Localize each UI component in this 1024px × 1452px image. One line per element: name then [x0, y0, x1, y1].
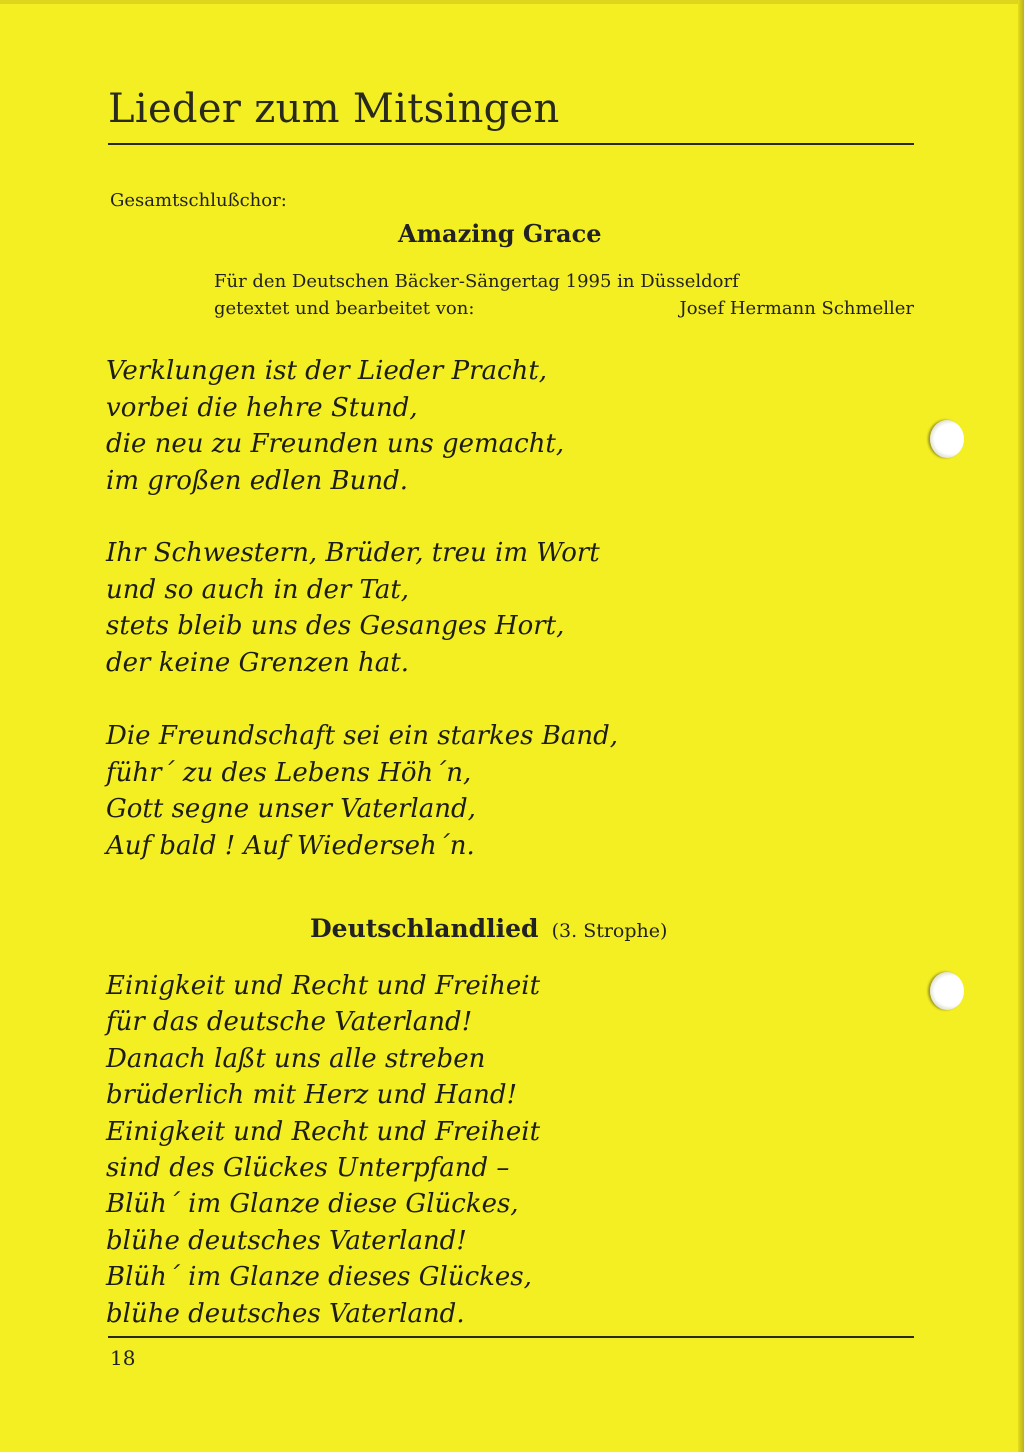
lyric-line: im großen edlen Bund.	[106, 465, 408, 496]
page-number: 18	[110, 1346, 136, 1370]
song-title-deutschlandlied: Deutschlandlied	[310, 914, 539, 943]
lyric-line: brüderlich mit Herz und Hand!	[106, 1080, 518, 1111]
lyric-line: Ihr Schwestern, Brüder, treu im Wort	[106, 538, 600, 568]
page-top-edge	[0, 0, 1024, 4]
stanza-deutschlandlied	[106, 968, 540, 1332]
lyric-line: für das deutsche Vaterland!	[106, 1007, 473, 1038]
credit-author: Josef Hermann Schmeller	[679, 298, 914, 319]
lyric-line: Einigkeit und Recht und Freiheit	[106, 1116, 541, 1147]
lyric-line: Blüh´ im Glanze diese Glückes,	[106, 1189, 519, 1220]
song-title-amazing-grace: Amazing Grace	[398, 219, 602, 248]
song-heading-deutschlandlied	[310, 914, 667, 943]
punch-hole-icon	[930, 972, 964, 1010]
lyric-line: Blüh´ im Glanze dieses Glückes,	[106, 1262, 532, 1293]
lyric-line: vorbei die hehre Stund,	[106, 392, 418, 423]
credit-label: getextet und bearbeitet von:	[214, 298, 475, 319]
lyric-line: der keine Grenzen hat.	[106, 647, 409, 678]
lyric-line: blühe deutsches Vaterland.	[106, 1298, 465, 1329]
lyric-line: Die Freundschaft sei ein starkes Band,	[106, 721, 619, 751]
lyric-line: Einigkeit und Recht und Freiheit	[106, 971, 541, 1001]
punch-hole-icon	[930, 420, 964, 458]
stanza-1	[106, 353, 564, 499]
lyric-line: blühe deutsches Vaterland!	[106, 1225, 467, 1256]
page-title: Lieder zum Mitsingen	[108, 86, 560, 132]
stanza-3	[106, 718, 618, 864]
credit-line-1: Für den Deutschen Bäcker-Sängertag 1995 in Düsseldorf	[214, 271, 739, 292]
lyric-line: Danach laßt uns alle streben	[106, 1043, 486, 1074]
lyric-line: und so auch in der Tat,	[106, 574, 410, 605]
footer-divider	[108, 1336, 914, 1338]
section-label: Gesamtschlußchor:	[110, 190, 287, 211]
stanza-2	[106, 535, 600, 681]
lyric-line: führ´ zu des Lebens Höh´n,	[106, 757, 472, 788]
title-divider	[108, 143, 914, 145]
lyric-line: sind des Glückes Unterpfand –	[106, 1153, 510, 1184]
song-verse-note: (3. Strophe)	[551, 920, 668, 942]
credit-line-2	[214, 298, 914, 319]
lyric-line: die neu zu Freunden uns gemacht,	[106, 429, 565, 459]
lyric-line: stets bleib uns des Gesanges Hort,	[106, 611, 565, 641]
page-right-edge	[1018, 0, 1024, 1452]
lyric-line: Auf bald ! Auf Wiederseh´n.	[106, 830, 475, 861]
lyric-line: Verklungen ist der Lieder Pracht,	[106, 356, 548, 386]
lyric-line: Gott segne unser Vaterland,	[106, 794, 476, 824]
